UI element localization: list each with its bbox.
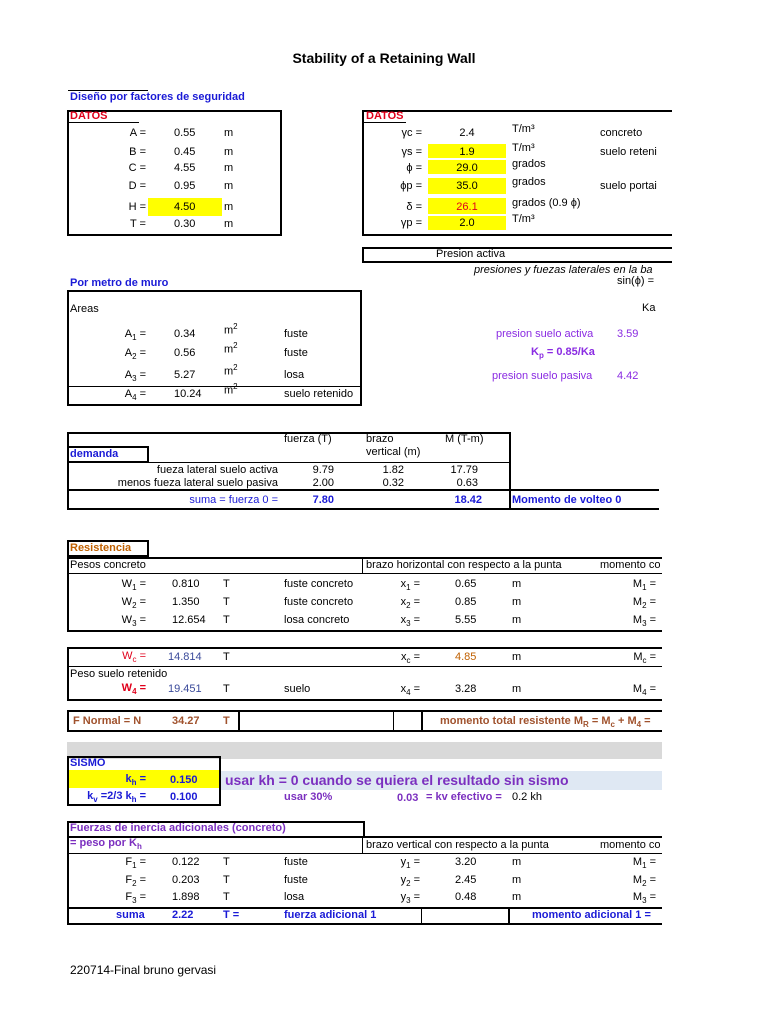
- w4-label: $W_4$ =: [121, 682, 146, 697]
- diseno-label: Diseño por factores de seguridad: [70, 91, 245, 103]
- x-unit: m: [512, 614, 522, 626]
- x-value: 5.55: [455, 614, 477, 626]
- param-value: 2.0: [459, 217, 475, 229]
- header-fuerza: fuerza (T): [284, 433, 332, 445]
- demanda-row-momento: 0.63: [456, 477, 478, 489]
- peso-suelo-label: Peso suelo retenido: [70, 668, 168, 680]
- xc-label: $x_c$ =: [401, 651, 420, 666]
- param-desc: concreto: [600, 127, 643, 139]
- param-value: 4.55: [174, 162, 196, 174]
- usar-label: usar 30%: [284, 791, 333, 803]
- area-value: 0.34: [174, 328, 196, 340]
- param-unit: m: [224, 146, 234, 158]
- param-unit: m: [224, 218, 234, 230]
- param-unit: grados: [512, 158, 546, 170]
- param-unit: T/m³: [512, 213, 535, 225]
- presion-activa-label: presion suelo activa: [496, 328, 594, 340]
- area-desc: losa: [284, 369, 305, 381]
- resistencia-box: [67, 557, 662, 632]
- param-name: H =: [128, 201, 146, 213]
- kv-ef-label: = kv efectivo =: [426, 791, 502, 803]
- demanda-row-fuerza: 9.79: [312, 464, 334, 476]
- y-value: 2.45: [455, 874, 477, 886]
- divider: [67, 386, 362, 387]
- w-value: 1.350: [172, 596, 200, 608]
- param-value: 0.45: [174, 146, 196, 158]
- area-unit: $m^2$: [224, 322, 238, 337]
- fnormal-unit: T: [223, 715, 230, 727]
- param-value: 35.0: [456, 180, 478, 192]
- datos-right-label: DATOS: [366, 110, 404, 122]
- area-name: $A_2$ =: [124, 347, 146, 362]
- wc-unit: T: [223, 651, 230, 663]
- divider: [67, 573, 662, 574]
- demanda-row-name: menos fueza lateral suelo pasiva: [117, 477, 278, 489]
- momento-header-2: momento co: [600, 839, 661, 851]
- param-name: ϕ =: [406, 162, 422, 174]
- area-desc: fuste: [284, 328, 308, 340]
- f-desc: losa: [284, 891, 305, 903]
- x-unit: m: [512, 578, 522, 590]
- f-unit: T: [223, 891, 230, 903]
- x-label: $x_2$ =: [400, 596, 420, 611]
- x-unit: m: [512, 596, 522, 608]
- w-desc: losa concreto: [284, 614, 350, 626]
- w-unit: T: [223, 614, 230, 626]
- datos-left-label: DATOS: [70, 110, 108, 122]
- param-name: δ =: [406, 201, 422, 213]
- xc-value: 4.85: [455, 651, 477, 663]
- param-unit: m: [224, 180, 234, 192]
- area-value: 5.27: [174, 369, 196, 381]
- ka-label: Ka: [642, 302, 656, 314]
- divider: [362, 122, 406, 123]
- divider: [421, 907, 422, 925]
- w-desc: fuste concreto: [284, 578, 354, 590]
- x4-value: 3.28: [455, 683, 477, 695]
- m-label: $M_3$ =: [632, 614, 656, 629]
- param-value: 1.9: [459, 146, 475, 158]
- sin-label: sin(ϕ) =: [617, 275, 655, 287]
- x4-unit: m: [512, 683, 522, 695]
- param-value: 4.50: [174, 201, 196, 213]
- presion-activa-value: 3.59: [617, 328, 639, 340]
- param-unit: m: [224, 162, 234, 174]
- w4-unit: T: [223, 683, 230, 695]
- y-label: $y_3$ =: [400, 891, 420, 906]
- f-unit: T: [223, 874, 230, 886]
- areas-label: Areas: [70, 303, 99, 315]
- f-label: $F_3$ =: [125, 891, 146, 906]
- sismo-note: usar kh = 0 cuando se quiera el resultado sin sismo: [225, 772, 569, 788]
- section-por-metro: Por metro de muro: [70, 277, 169, 289]
- param-name: T =: [129, 218, 146, 230]
- x-label: $x_1$ =: [400, 578, 420, 593]
- suma-momento: 18.42: [454, 494, 482, 506]
- pesos-label: Pesos concreto: [70, 559, 146, 571]
- kp-label: $K_p = 0.85/Ka$: [531, 346, 595, 361]
- m4-label: $M_4$ =: [632, 683, 656, 698]
- param-value: 0.95: [174, 180, 196, 192]
- presion-subtitle: presiones y fuezas laterales en la ba: [474, 264, 653, 276]
- fnormal-value: 34.27: [172, 715, 200, 727]
- header-brazo: brazo: [366, 433, 394, 445]
- demanda-row-name: fueza lateral suelo activa: [156, 464, 278, 476]
- param-name: A =: [129, 127, 146, 139]
- param-unit: T/m³: [512, 123, 535, 135]
- volteo-label: Momento de volteo 0: [512, 494, 622, 506]
- param-name: C =: [128, 162, 146, 174]
- divider: [362, 557, 363, 573]
- divider: [67, 853, 662, 854]
- m-label: $M_3$ =: [632, 891, 656, 906]
- param-unit: m: [224, 127, 234, 139]
- fnormal-label: F Normal = N: [73, 715, 142, 727]
- inercia-label: Fuerzas de inercia adicionales (concreto): [70, 822, 286, 834]
- param-name: γp =: [400, 217, 422, 229]
- suma-inercia-label: suma: [116, 909, 145, 921]
- y-value: 3.20: [455, 856, 477, 868]
- w-label: $W_2$ =: [121, 596, 146, 611]
- divider: [67, 462, 511, 463]
- suma-label: suma = fuerza 0 =: [189, 494, 278, 506]
- area-desc: fuste: [284, 347, 308, 359]
- w-value: 0.810: [172, 578, 200, 590]
- w-unit: T: [223, 578, 230, 590]
- param-value: 2.4: [459, 127, 475, 139]
- suma-fuerza: 7.80: [312, 494, 334, 506]
- w-label: $W_3$ =: [121, 614, 146, 629]
- wc-value: 14.814: [168, 651, 202, 663]
- y-unit: m: [512, 891, 522, 903]
- brazo-h-header: brazo horizontal con respecto a la punta: [366, 559, 562, 571]
- param-value: 26.1: [456, 201, 478, 213]
- area-unit: $m^2$: [224, 341, 238, 356]
- presion-pasiva-label: presion suelo pasiva: [492, 370, 593, 382]
- y-unit: m: [512, 856, 522, 868]
- kv-label: $k_v =2/3$ $k_h$ =: [87, 790, 146, 805]
- presion-header: Presion activa: [436, 248, 506, 260]
- divider: [67, 489, 511, 491]
- divider: [67, 122, 139, 123]
- demanda-label: demanda: [70, 448, 119, 460]
- area-unit: $m^2$: [224, 382, 238, 397]
- y-label: $y_1$ =: [400, 856, 420, 871]
- y-value: 0.48: [455, 891, 477, 903]
- demanda-row-fuerza: 2.00: [312, 477, 334, 489]
- wc-label: $W_c$ =: [122, 650, 146, 665]
- kv-value: 0.100: [170, 791, 198, 803]
- kv-ef-2: 0.2 kh: [512, 791, 542, 803]
- suma-inercia-value: 2.22: [172, 909, 194, 921]
- param-name: ϕp =: [400, 180, 422, 192]
- mr-label: momento total resistente $M_R = M_c + M_4$ =: [440, 715, 651, 730]
- area-name: $A_4$ =: [124, 388, 146, 403]
- kv-ef-value: 0.03: [397, 792, 419, 804]
- param-desc: suelo reteni: [600, 146, 657, 158]
- param-unit: grados (0.9 ϕ): [512, 197, 581, 209]
- f-unit: T: [223, 856, 230, 868]
- param-desc: suelo portai: [600, 180, 657, 192]
- divider: [508, 907, 510, 925]
- w-unit: T: [223, 596, 230, 608]
- suma-inercia-unit: T =: [223, 909, 240, 921]
- m-label: $M_2$ =: [632, 874, 656, 889]
- kh-label: $k_h$ =: [125, 773, 146, 788]
- f-value: 0.203: [172, 874, 200, 886]
- area-desc: suelo retenido: [284, 388, 354, 400]
- m-label: $M_1$ =: [632, 856, 656, 871]
- f-label: $F_1$ =: [125, 856, 146, 871]
- m-label: $M_1$ =: [632, 578, 656, 593]
- param-name: B =: [129, 146, 146, 158]
- header-brazo-vertical: vertical (m): [366, 446, 421, 458]
- momento-header: momento co: [600, 559, 661, 571]
- w4-value: 19.451: [168, 683, 202, 695]
- area-name: $A_3$ =: [124, 369, 146, 384]
- area-unit: $m^2$: [224, 363, 238, 378]
- y-unit: m: [512, 874, 522, 886]
- kh-value: 0.150: [170, 774, 198, 786]
- f-label: $F_2$ =: [125, 874, 146, 889]
- w-label: $W_1$ =: [121, 578, 146, 593]
- footer-text: 220714-Final bruno gervasi: [70, 963, 217, 977]
- divider: [362, 836, 363, 853]
- y-label: $y_2$ =: [400, 874, 420, 889]
- brazo-v-header: brazo vertical con respecto a la punta: [366, 839, 549, 851]
- divider: [393, 710, 394, 732]
- presion-header-box: [362, 247, 672, 263]
- f-desc: fuste: [284, 856, 308, 868]
- demanda-row-brazo: 1.82: [382, 464, 404, 476]
- mc-label: $M_c$ =: [633, 651, 656, 666]
- param-unit: m: [224, 201, 234, 213]
- param-unit: T/m³: [512, 142, 535, 154]
- f-value: 1.898: [172, 891, 200, 903]
- m-label: $M_2$ =: [632, 596, 656, 611]
- peso-por-label: = peso por $K_h$: [70, 837, 142, 852]
- w4-desc: suelo: [284, 683, 311, 695]
- resistencia-label: Resistencia: [70, 542, 132, 554]
- fuerza-adicional-label: fuerza adicional 1: [284, 909, 377, 921]
- sismo-label: SISMO: [70, 757, 106, 769]
- x-label: $x_3$ =: [400, 614, 420, 629]
- x-value: 0.85: [455, 596, 477, 608]
- demanda-row-brazo: 0.32: [382, 477, 404, 489]
- param-unit: grados: [512, 176, 546, 188]
- param-name: γs =: [401, 146, 422, 158]
- f-desc: fuste: [284, 874, 308, 886]
- area-name: $A_1$ =: [124, 328, 146, 343]
- w-desc: fuste concreto: [284, 596, 354, 608]
- momento-adicional-label: momento adicional 1 =: [532, 909, 651, 921]
- area-value: 0.56: [174, 347, 196, 359]
- x4-label: $x_4$ =: [400, 683, 420, 698]
- demanda-row-momento: 17.79: [450, 464, 478, 476]
- f-value: 0.122: [172, 856, 200, 868]
- param-name: D =: [128, 180, 146, 192]
- area-value: 10.24: [174, 388, 202, 400]
- divider: [67, 666, 662, 667]
- divider: [238, 710, 240, 732]
- param-value: 0.30: [174, 218, 196, 230]
- param-value: 0.55: [174, 127, 196, 139]
- divider: [421, 710, 423, 732]
- xc-unit: m: [512, 651, 522, 663]
- header-momento: M (T-m): [445, 433, 484, 445]
- param-value: 29.0: [456, 162, 478, 174]
- x-value: 0.65: [455, 578, 477, 590]
- param-name: γc =: [401, 127, 422, 139]
- page-title: Stability of a Retaining Wall: [292, 50, 476, 66]
- presion-pasiva-value: 4.42: [617, 370, 639, 382]
- w-value: 12.654: [172, 614, 206, 626]
